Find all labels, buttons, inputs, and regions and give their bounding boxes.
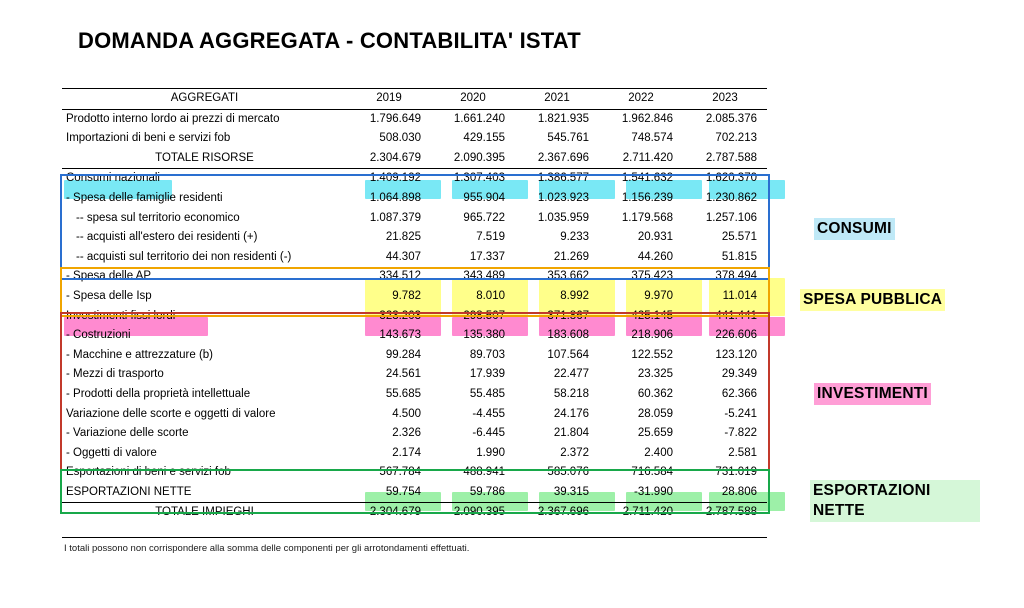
cell-value: 353.662 (547, 270, 589, 283)
cell-value: 20.931 (637, 231, 673, 244)
cell-value: 21.269 (553, 250, 589, 263)
col-header-2021: 2021 (515, 89, 599, 110)
table-row-spesa-ap (62, 267, 767, 287)
cell-value: 9.970 (644, 289, 673, 302)
cell-value: -31.990 (633, 485, 673, 498)
cell-value: 8.010 (476, 289, 505, 302)
cell-value: 25.659 (637, 427, 673, 440)
cell-value: 39.315 (553, 485, 589, 498)
table-row (62, 444, 767, 464)
table-row (62, 346, 767, 366)
row-label: Investimenti fissi lordi (66, 309, 176, 322)
row-label: - Prodotti della proprietà intellettuale (66, 387, 251, 400)
cell-value: 1.230.862 (705, 191, 757, 204)
cell-value: 4.500 (392, 407, 421, 420)
cell-value: 1.023.923 (537, 191, 589, 204)
cell-value: 51.815 (721, 250, 757, 263)
cell-value: -5.241 (724, 407, 757, 420)
row-label: - Costruzioni (66, 329, 131, 342)
cell-value: 2.085.376 (705, 112, 757, 125)
footer-divider (62, 537, 767, 538)
cell-value: 226.606 (715, 329, 757, 342)
cell-value: 441.441 (715, 309, 757, 322)
cell-value: 7.519 (476, 231, 505, 244)
cell-value: -4.455 (472, 407, 505, 420)
table-row-variazione-scorte-oggetti (62, 405, 767, 425)
cell-value: 44.260 (637, 250, 673, 263)
row-label: -- spesa sul territorio economico (76, 211, 240, 224)
cell-value: 2.581 (728, 446, 757, 459)
cell-value: 2.372 (560, 446, 589, 459)
row-label: - Spesa delle AP (66, 270, 152, 283)
cell-value: 29.349 (721, 368, 757, 381)
cell-value: 334.512 (379, 270, 421, 283)
cell-value: 702.213 (715, 132, 757, 145)
cell-value: 1.257.106 (705, 211, 757, 224)
cell-value: 508.030 (379, 132, 421, 145)
col-header-2023: 2023 (683, 89, 767, 110)
table-row (62, 209, 767, 229)
legend-investimenti (814, 383, 931, 405)
row-label: - Oggetti di valore (66, 446, 157, 459)
table-row-spesa-isp (62, 287, 767, 307)
cell-value: 21.804 (553, 427, 589, 440)
cell-value: 2.367.696 (515, 149, 599, 169)
cell-value: 28.059 (637, 407, 673, 420)
col-header-2022: 2022 (599, 89, 683, 110)
row-label: - Spesa delle famiglie residenti (66, 191, 223, 204)
legend-esportazioni-nette (810, 480, 980, 522)
cell-value: 8.992 (560, 289, 589, 302)
legend-consumi-label: CONSUMI (814, 218, 895, 240)
cell-value: 1.179.568 (621, 211, 673, 224)
col-header-2020: 2020 (431, 89, 515, 110)
cell-value: 44.307 (385, 250, 421, 263)
cell-value: 545.761 (547, 132, 589, 145)
cell-value: 218.906 (631, 329, 673, 342)
cell-value: 323.203 (379, 309, 421, 322)
cell-value: 1.386.577 (537, 172, 589, 185)
cell-value: 1.821.935 (537, 112, 589, 125)
cell-value: 11.014 (722, 289, 757, 302)
cell-value: 1.064.898 (369, 191, 421, 204)
row-label: -- acquisti all'estero dei residenti (+) (76, 231, 258, 244)
aggregati-table-wrap (62, 88, 767, 523)
table-row-investimenti-fissi-lordi (62, 307, 767, 327)
table-row (62, 129, 767, 149)
cell-value: 2.787.588 (683, 149, 767, 169)
row-label: ESPORTAZIONI NETTE (66, 485, 192, 498)
legend-consumi (814, 218, 895, 240)
table-row (62, 109, 767, 129)
cell-value: 135.380 (463, 329, 505, 342)
row-label: Consumi nazionali (66, 172, 160, 185)
cell-value: 2.711.420 (599, 149, 683, 169)
cell-value: 1.409.192 (369, 172, 421, 185)
table-row-total-impieghi (62, 503, 767, 523)
page-title: DOMANDA AGGREGATA - CONTABILITA' ISTAT (78, 28, 581, 53)
cell-value: 23.325 (637, 368, 673, 381)
row-label: - Mezzi di trasporto (66, 368, 164, 381)
cell-value: -7.822 (724, 427, 757, 440)
cell-value: 9.233 (560, 231, 589, 244)
cell-value: 716.584 (631, 466, 673, 479)
cell-value: 183.608 (547, 329, 589, 342)
row-label: Esportazioni di beni e servizi fob (66, 466, 231, 479)
cell-value: 17.939 (469, 368, 505, 381)
cell-value: 22.477 (553, 368, 589, 381)
row-label: Variazione delle scorte e oggetti di valore (66, 407, 276, 420)
cell-value: 24.176 (553, 407, 589, 420)
cell-value: 965.722 (463, 211, 505, 224)
row-label: Prodotto interno lordo ai prezzi di mercato (66, 112, 280, 125)
table-header-row (62, 89, 767, 110)
cell-value: 1.962.846 (621, 112, 673, 125)
cell-value: 1.990 (476, 446, 505, 459)
legend-esportazioni-nette-label: ESPORTAZIONI NETTE (810, 480, 980, 522)
cell-value: 123.120 (715, 348, 757, 361)
cell-value: -6.445 (472, 427, 505, 440)
cell-value: 2.304.679 (347, 503, 431, 523)
col-header-2019: 2019 (347, 89, 431, 110)
cell-value: 1.661.240 (453, 112, 505, 125)
row-label: - Spesa delle Isp (66, 289, 152, 302)
cell-value: 1.796.649 (369, 112, 421, 125)
cell-value: 58.218 (553, 387, 589, 400)
cell-value: 1.307.403 (453, 172, 505, 185)
footnote: I totali possono non corrispondere alla somma delle componenti per gli arrotondamenti effettuati. (64, 543, 470, 554)
table-row (62, 385, 767, 405)
table-row (62, 248, 767, 268)
cell-value: 99.284 (385, 348, 421, 361)
aggregati-table (62, 88, 767, 523)
cell-value: 55.685 (385, 387, 421, 400)
row-label: TOTALE IMPIEGHI (62, 503, 347, 523)
cell-value: 17.337 (469, 250, 505, 263)
cell-value: 107.564 (547, 348, 589, 361)
table-row-esportazioni-nette (62, 483, 767, 503)
cell-value: 731.019 (715, 466, 757, 479)
cell-value: 25.571 (721, 231, 757, 244)
row-label: -- acquisti sul territorio dei non residenti (-) (76, 250, 292, 263)
cell-value: 55.485 (469, 387, 505, 400)
cell-value: 375.423 (631, 270, 673, 283)
cell-value: 2.367.696 (515, 503, 599, 523)
cell-value: 9.782 (392, 289, 421, 302)
cell-value: 2.787.588 (683, 503, 767, 523)
row-label: - Variazione delle scorte (66, 427, 189, 440)
cell-value: 28.806 (721, 485, 757, 498)
cell-value: 2.174 (392, 446, 421, 459)
cell-value: 24.561 (385, 368, 421, 381)
cell-value: 89.703 (469, 348, 505, 361)
table-row (62, 189, 767, 209)
cell-value: 298.507 (463, 309, 505, 322)
table-row (62, 228, 767, 248)
cell-value: 122.552 (631, 348, 673, 361)
cell-value: 2.304.679 (347, 149, 431, 169)
row-label: - Macchine e attrezzature (b) (66, 348, 214, 361)
cell-value: 2.400 (644, 446, 673, 459)
row-label: TOTALE RISORSE (62, 149, 347, 169)
cell-value: 955.904 (463, 191, 505, 204)
table-row (62, 424, 767, 444)
cell-value: 585.076 (547, 466, 589, 479)
cell-value: 488.941 (463, 466, 505, 479)
cell-value: 1.620.370 (705, 172, 757, 185)
legend-spesa-pubblica (800, 289, 945, 311)
cell-value: 748.574 (631, 132, 673, 145)
cell-value: 378.494 (715, 270, 757, 283)
table-row-consumi-nazionali (62, 169, 767, 189)
cell-value: 1.541.632 (621, 172, 673, 185)
cell-value: 143.673 (379, 329, 421, 342)
cell-value: 59.754 (385, 485, 421, 498)
cell-value: 2.090.395 (431, 149, 515, 169)
cell-value: 2.090.395 (431, 503, 515, 523)
cell-value: 1.035.959 (537, 211, 589, 224)
cell-value: 343.489 (463, 270, 505, 283)
cell-value: 1.156.239 (621, 191, 673, 204)
legend-investimenti-label: INVESTIMENTI (814, 383, 931, 405)
cell-value: 59.786 (469, 485, 505, 498)
cell-value: 425.145 (631, 309, 673, 322)
cell-value: 371.867 (547, 309, 589, 322)
col-header-aggregati: AGGREGATI (62, 89, 347, 110)
cell-value: 2.711.420 (599, 503, 683, 523)
cell-value: 62.366 (721, 387, 757, 400)
cell-value: 2.326 (392, 427, 421, 440)
legend-spesa-pubblica-label: SPESA PUBBLICA (800, 289, 945, 311)
row-label: Importazioni di beni e servizi fob (66, 132, 231, 145)
cell-value: 21.825 (385, 231, 421, 244)
cell-value: 60.362 (637, 387, 673, 400)
table-row (62, 365, 767, 385)
cell-value: 429.155 (463, 132, 505, 145)
cell-value: 1.087.379 (369, 211, 421, 224)
cell-value: 567.784 (379, 466, 421, 479)
table-row-total-risorse (62, 149, 767, 169)
table-row (62, 326, 767, 346)
table-row-esportazioni-beni-servizi (62, 463, 767, 483)
